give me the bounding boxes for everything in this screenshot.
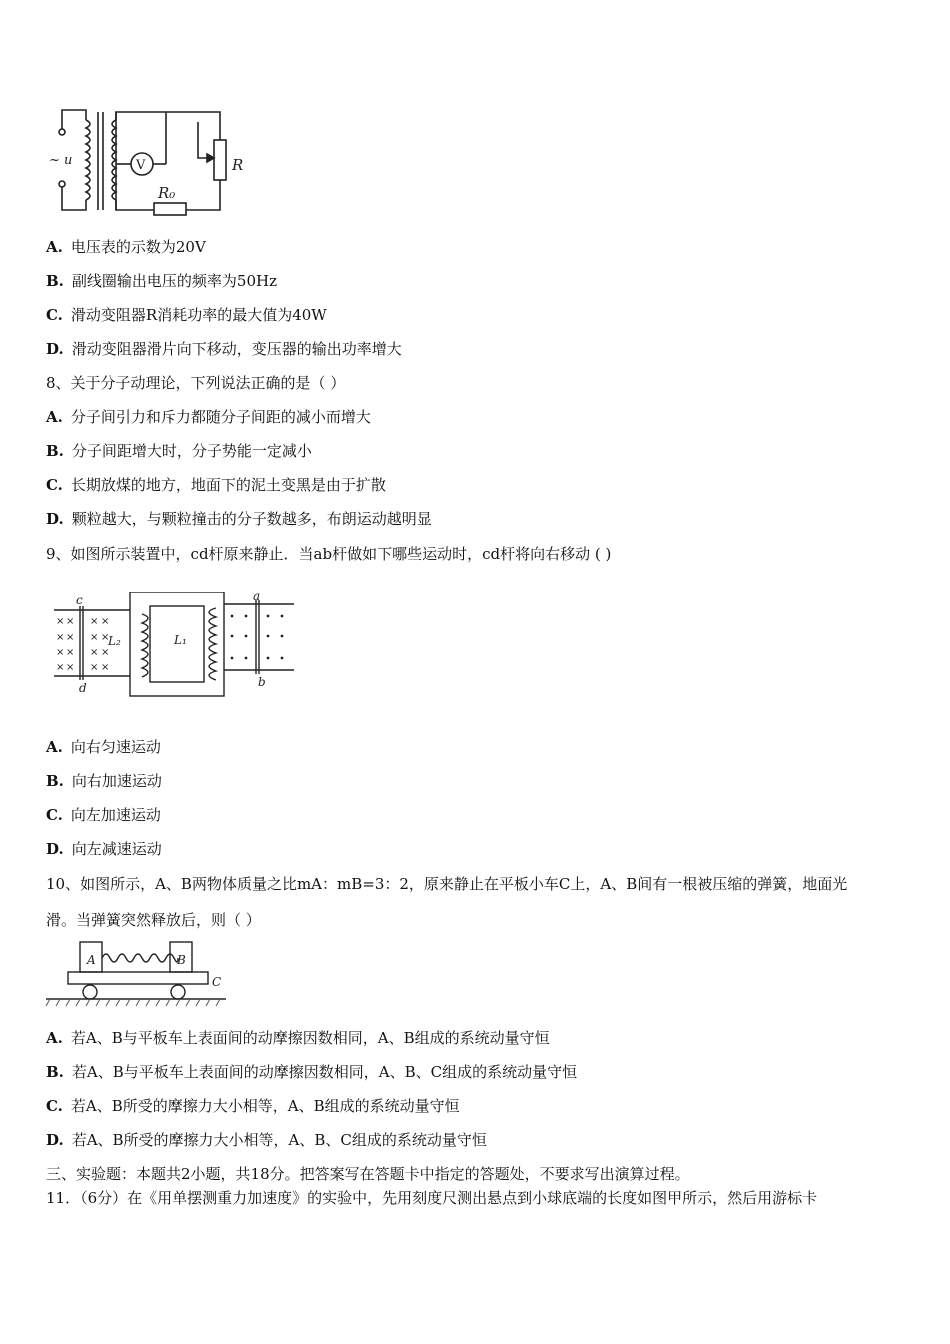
- option-letter: B.: [46, 772, 64, 790]
- svg-text:×: ×: [56, 662, 65, 673]
- q11-stem: 11．（6分）在《用单摆测重力加速度》的实验中，先用刻度尺测出悬点到小球底端的长度如图甲所示，然后用游标卡: [46, 1189, 818, 1207]
- q10-option-d: [46, 1130, 487, 1150]
- svg-text:×: ×: [66, 616, 75, 627]
- svg-text:×: ×: [101, 632, 110, 643]
- cart-spring-figure: [44, 938, 234, 1010]
- option-text: 长期放煤的地方，地面下的泥土变黑是由于扩散: [70, 476, 386, 494]
- q8-option-c: [46, 475, 386, 495]
- option-letter: A.: [46, 1029, 63, 1047]
- q8-stem: 8、关于分子动理论，下列说法正确的是（ ）: [46, 374, 346, 392]
- q7-option-c: [46, 305, 327, 325]
- option-letter: A.: [46, 738, 63, 756]
- block-label-b: B: [177, 953, 186, 967]
- cart-label-c: C: [212, 975, 222, 989]
- option-letter: C.: [46, 806, 63, 824]
- coil-label-l2: L₂: [108, 634, 121, 648]
- q9-option-d: [46, 839, 162, 859]
- option-letter: A.: [46, 408, 63, 426]
- section3-heading: 三、实验题：本题共2小题，共18分。把答案写在答题卡中指定的答题处，不要求写出演算过程。: [46, 1165, 690, 1183]
- svg-text:×: ×: [101, 662, 110, 673]
- svg-text:×: ×: [90, 647, 99, 658]
- option-letter: D.: [46, 1131, 64, 1149]
- option-letter: C.: [46, 1097, 63, 1115]
- circuit-label-r0: R₀: [158, 184, 176, 202]
- option-text: 滑动变阻器滑片向下移动，变压器的输出功率增大: [71, 340, 402, 358]
- option-letter: B.: [46, 1063, 64, 1081]
- q7-option-d: [46, 339, 402, 359]
- transformer-circuit-figure: [46, 100, 256, 225]
- circuit-label-v: V: [136, 158, 146, 173]
- option-text: 若A、B所受的摩擦力大小相等，A、B、C组成的系统动量守恒: [71, 1131, 487, 1149]
- option-text: 电压表的示数为20V: [70, 238, 206, 256]
- option-letter: B.: [46, 442, 64, 460]
- circuit-label-r: R: [232, 156, 244, 174]
- q9-option-a: [46, 737, 161, 757]
- svg-text:×: ×: [101, 616, 110, 627]
- q9-option-c: [46, 805, 161, 825]
- q8-option-b: [46, 441, 312, 461]
- svg-text:×: ×: [90, 662, 99, 673]
- option-letter: B.: [46, 272, 64, 290]
- option-text: 分子间引力和斥力都随分子间距的减小而增大: [70, 408, 371, 426]
- option-letter: D.: [46, 510, 64, 528]
- q10-option-b: [46, 1062, 577, 1082]
- option-letter: D.: [46, 340, 64, 358]
- block-label-a: A: [87, 953, 96, 967]
- coil-label-l1: L₁: [174, 633, 187, 647]
- option-text: 若A、B与平板车上表面间的动摩擦因数相同，A、B、C组成的系统动量守恒: [71, 1063, 578, 1081]
- option-text: 滑动变阻器R消耗功率的最大值为40W: [70, 306, 327, 324]
- q10-option-a: [46, 1028, 550, 1048]
- rail-label-a: a: [253, 592, 261, 603]
- induction-rails-figure: [46, 592, 306, 702]
- q10-option-c: [46, 1096, 460, 1116]
- svg-text:×: ×: [101, 647, 110, 658]
- q9-stem: 9、如图所示装置中，cd杆原来静止．当ab杆做如下哪些运动时，cd杆将向右移动 ( ): [46, 545, 612, 563]
- q10-stem-line2: 滑。当弹簧突然释放后，则（ ）: [46, 911, 261, 929]
- option-text: 若A、B所受的摩擦力大小相等，A、B组成的系统动量守恒: [70, 1097, 460, 1115]
- option-text: 向左加速运动: [70, 806, 161, 824]
- option-letter: C.: [46, 476, 63, 494]
- q7-option-b: [46, 271, 277, 291]
- svg-text:×: ×: [56, 632, 65, 643]
- option-text: 颗粒越大，与颗粒撞击的分子数越多，布朗运动越明显: [71, 510, 432, 528]
- svg-text:×: ×: [90, 632, 99, 643]
- rail-label-d: d: [79, 681, 87, 695]
- q8-option-a: [46, 407, 371, 427]
- svg-text:×: ×: [56, 616, 65, 627]
- option-text: 副线圈输出电压的频率为50Hz: [71, 272, 277, 290]
- svg-text:×: ×: [66, 662, 75, 673]
- option-text: 向右匀速运动: [70, 738, 161, 756]
- option-letter: C.: [46, 306, 63, 324]
- option-letter: D.: [46, 840, 64, 858]
- q10-stem-line1: 10、如图所示，A、B两物体质量之比mA：mB=3：2，原来静止在平板小车C上，A、B间有一根被压缩的弹簧，地面光: [46, 875, 848, 893]
- q8-option-d: [46, 509, 432, 529]
- svg-text:×: ×: [66, 647, 75, 658]
- q9-option-b: [46, 771, 162, 791]
- rail-label-b: b: [258, 675, 266, 689]
- circuit-label-u: ~ u: [49, 153, 73, 168]
- svg-text:×: ×: [56, 647, 65, 658]
- q7-option-a: [46, 237, 206, 257]
- option-text: 若A、B与平板车上表面间的动摩擦因数相同，A、B组成的系统动量守恒: [70, 1029, 550, 1047]
- option-text: 向右加速运动: [71, 772, 162, 790]
- svg-text:×: ×: [90, 616, 99, 627]
- option-text: 向左减速运动: [71, 840, 162, 858]
- option-text: 分子间距增大时，分子势能一定减小: [71, 442, 312, 460]
- option-letter: A.: [46, 238, 63, 256]
- svg-text:×: ×: [66, 632, 75, 643]
- rail-label-c: c: [76, 593, 83, 607]
